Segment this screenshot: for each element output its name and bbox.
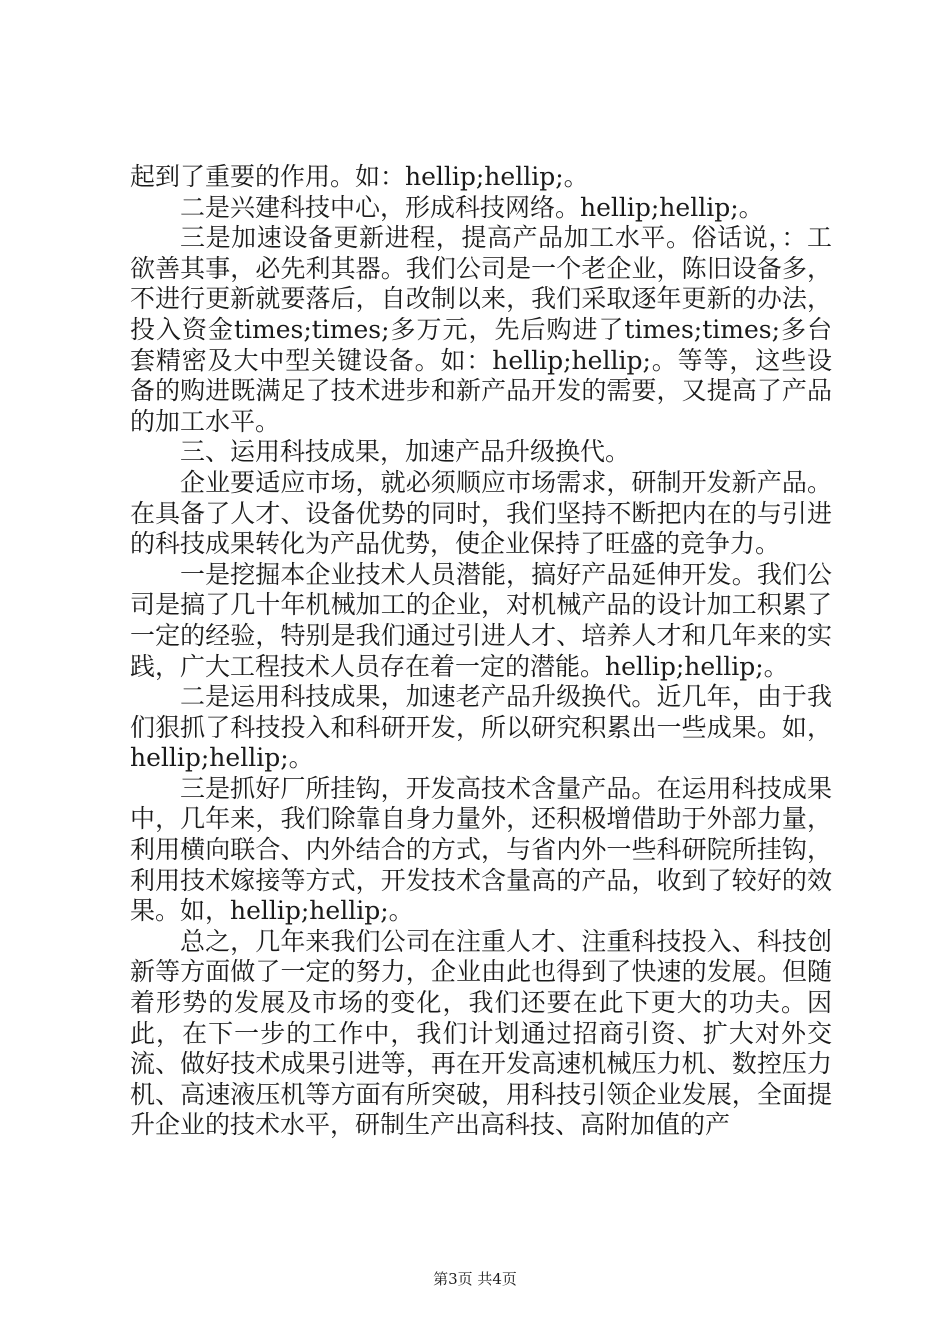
paragraph-8: 三是抓好厂所挂钩，开发高技术含量产品。在运用科技成果中，几年来，我们除靠自身力量外，还积极增借助于外部力量，利用横向联合、内外结合的方式，与省内外一些科研院所挂钩，利用技术嫁接等方式，开发技术含量高的产品，收到了较好的效果。如，hellip;hellip;。	[130, 773, 832, 926]
paragraph-5: 企业要适应市场，就必须顺应市场需求，研制开发新产品。在具备了人才、设备优势的同时，我们坚持不断把内在的与引进的科技成果转化为产品优势，使企业保持了旺盛的竞争力。	[130, 467, 832, 559]
paragraph-2: 二是兴建科技中心，形成科技网络。hellip;hellip;。	[180, 192, 764, 222]
section-heading: 三、运用科技成果，加速产品升级换代。	[180, 437, 631, 467]
document-body	[130, 162, 832, 1141]
paragraph-6: 一是挖掘本企业技术人员潜能，搞好产品延伸开发。我们公司是搞了几十年机械加工的企业，对机械产品的设计加工积累了一定的经验，特别是我们通过引进人才、培养人才和几年来的实践，广大工程技术人员存在着一定的潜能。hellip;hellip;。	[130, 559, 832, 681]
paragraph-7: 二是运用科技成果，加速老产品升级换代。近几年，由于我们狠抓了科技投入和科研开发，所以研究积累出一些成果。如，hellip;hellip;。	[130, 682, 832, 773]
page-number-footer: 第3页 共4页	[433, 1270, 517, 1288]
paragraph-1: 起到了重要的作用。如：hellip;hellip;。	[130, 162, 589, 191]
paragraph-3: 三是加速设备更新进程，提高产品加工水平。俗话说，：工欲善其事，必先利其器。我们公司是一个老企业，陈旧设备多，不进行更新就要落后，自改制以来，我们采取逐年更新的办法，投入资金times;times;多万元，先后购进了times;times;多台套精密及大中型关键设备。如：hellip;hellip;。等等，这些设备的购进既满足了技术进步和新产品开发的需要，又提高了产品的加工水平。	[130, 223, 832, 436]
paragraph-9: 总之，几年来我们公司在注重人才、注重科技投入、科技创新等方面做了一定的努力，企业由此也得到了快速的发展。但随着形势的发展及市场的变化，我们还要在此下更大的功夫。因此，在下一步的工作中，我们计划通过招商引资、扩大对外交流、做好技术成果引进等，再在开发高速机械压力机、数控压力机、高速液压机等方面有所突破，用科技引领企业发展，全面提升企业的技术水平，研制生产出高科技、高附加值的产	[130, 926, 832, 1140]
